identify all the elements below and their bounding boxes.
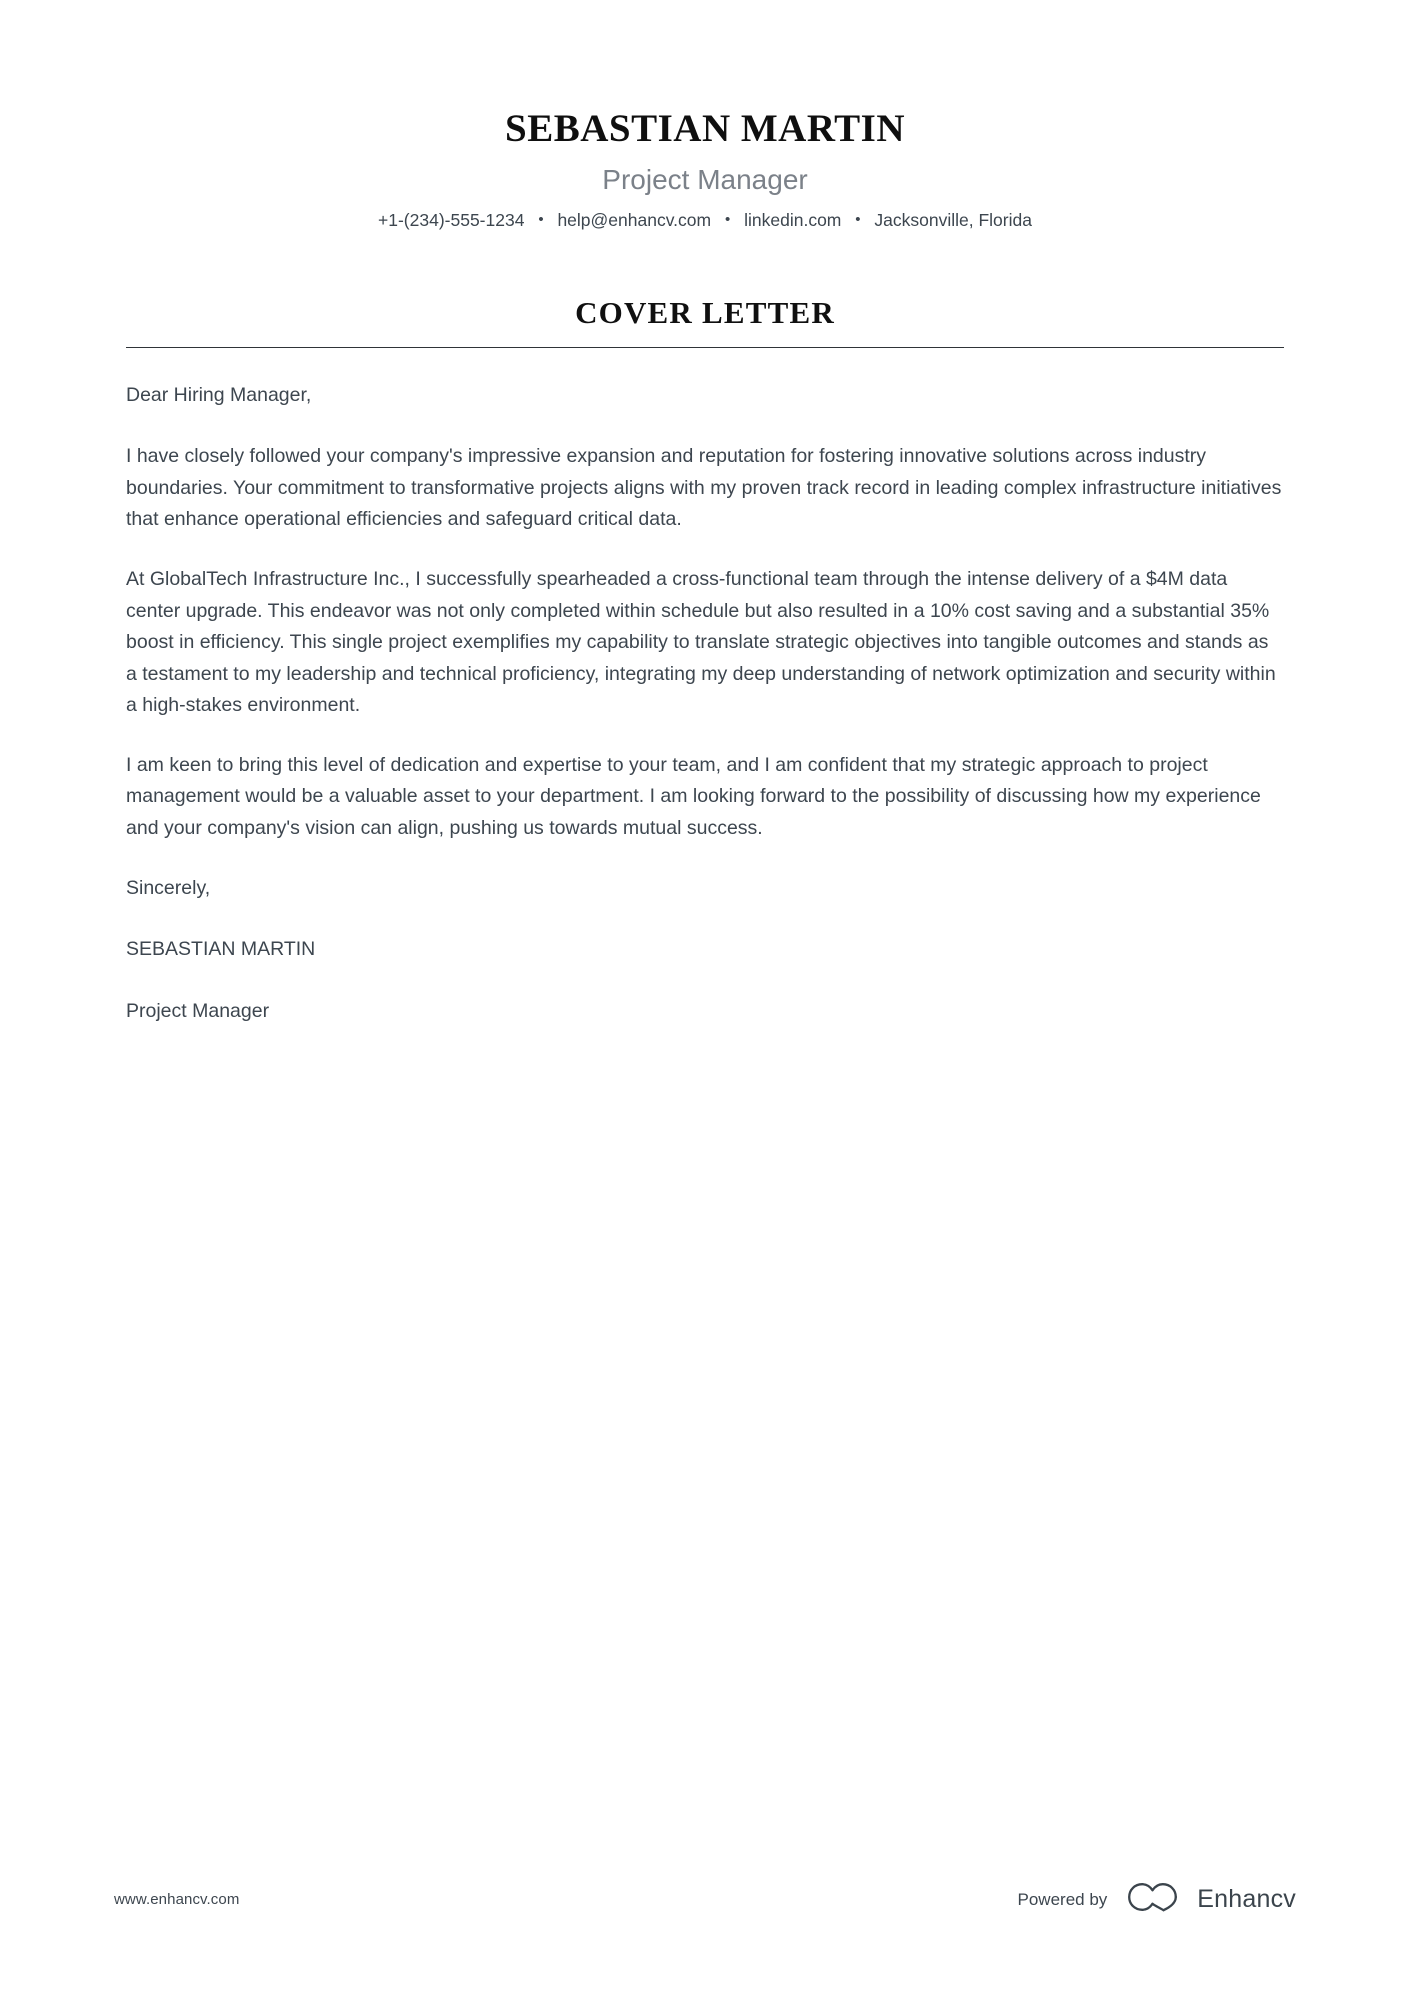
powered-by-label: Powered by: [1017, 1889, 1108, 1909]
letter-body: [0, 380, 1410, 1028]
contact-email[interactable]: help@enhancv.com: [557, 210, 712, 231]
footer-website-url[interactable]: www.enhancv.com: [114, 1891, 240, 1908]
contact-phone: +1-(234)-555-1234: [378, 210, 525, 231]
enhancv-infinity-logo-icon: [1125, 1882, 1183, 1917]
letter-paragraph-2: At GlobalTech Infrastructure Inc., I successfully spearheaded a cross-functional team through the intense delivery of a $4M data center upgrade. This endeavor was not only completed within schedule but also resulted in a 10% cost saving and a substantial 35% boost in efficiency. This single project exemplifies my capability to translate strategic objectives into tangible outcomes and stands as a testament to my leadership and technical proficiency, integrating my deep understanding of network optimization and security within a high-stakes environment.: [126, 567, 1276, 717]
cover-letter-section-header: [0, 295, 1410, 348]
contact-separator-icon: •: [855, 211, 861, 229]
candidate-job-title: Project Manager: [602, 163, 808, 195]
contact-separator-icon: •: [538, 211, 544, 229]
letter-closing: Sincerely,: [126, 876, 211, 899]
enhancv-brand-lockup[interactable]: [1125, 1882, 1296, 1917]
footer-brand-area: [1018, 1882, 1296, 1917]
letter-paragraph-3: I am keen to bring this level of dedication and expertise to your team, and I am confident that my strategic approach to project management would be a valuable asset to your department. I am looking forward to the possibility of discussing how my experience and your company's vision can align, pushing us towards mutual success.: [126, 753, 1261, 839]
letter-paragraph-1: I have closely followed your company's impressive expansion and reputation for fostering innovative solutions across industry boundaries. Your commitment to transformative projects aligns with my proven track record in leading complex infrastructure initiatives that enhance operational efficiencies and safeguard critical data.: [126, 445, 1282, 531]
contact-separator-icon: •: [724, 211, 731, 229]
letter-signer-role: Project Manager: [126, 999, 270, 1022]
contact-location: Jacksonville, Florida: [874, 210, 1032, 231]
contact-line: [0, 208, 1410, 233]
letter-header: [0, 0, 1410, 233]
contact-linkedin[interactable]: linkedin.com: [744, 210, 842, 231]
section-divider: [126, 347, 1284, 348]
enhancv-brand-name: Enhancv: [1197, 1885, 1296, 1913]
letter-signer-name: SEBASTIAN MARTIN: [126, 938, 316, 961]
letter-salutation: Dear Hiring Manager,: [126, 383, 312, 406]
section-title: COVER LETTER: [575, 294, 835, 330]
candidate-name: SEBASTIAN MARTIN: [505, 107, 905, 150]
page-footer: [0, 1882, 1410, 1917]
